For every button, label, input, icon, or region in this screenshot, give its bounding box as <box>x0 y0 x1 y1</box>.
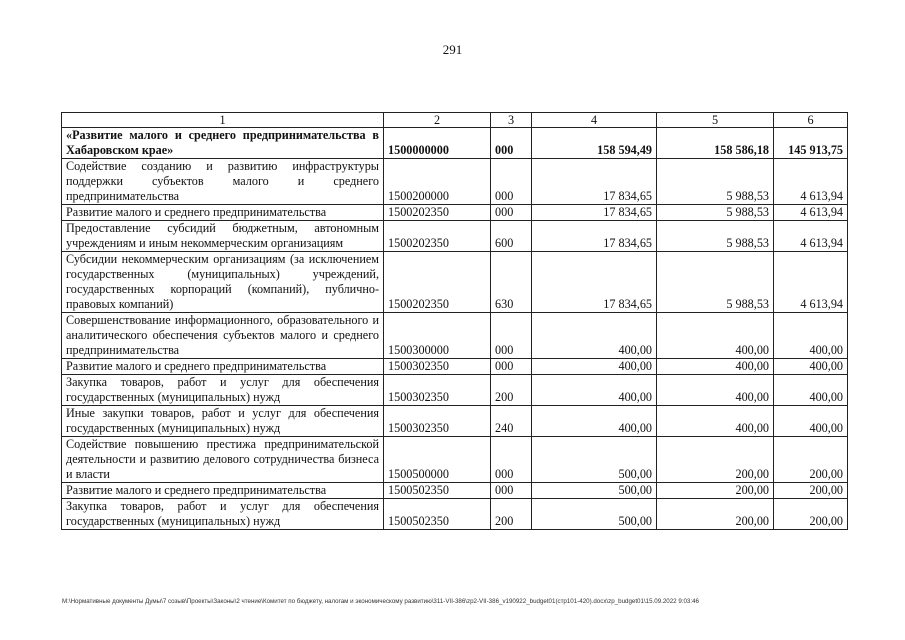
row-amount-2023-cell: 5 988,53 <box>657 252 774 313</box>
table-row <box>62 313 848 359</box>
row-amount-2024-cell: 4 613,94 <box>774 221 848 252</box>
row-amount-2024-cell: 400,00 <box>774 375 848 406</box>
row-amount-2024-cell: 200,00 <box>774 499 848 530</box>
table-row <box>62 205 848 221</box>
row-name-cell: Закупка товаров, работ и услуг для обеспечения государственных (муниципальных) нужд <box>62 375 384 406</box>
row-amount-2022-cell: 17 834,65 <box>532 221 657 252</box>
row-code-cell: 1500502350 <box>384 499 491 530</box>
row-amount-2024-cell: 200,00 <box>774 483 848 499</box>
row-amount-2022-cell: 500,00 <box>532 437 657 483</box>
row-type-cell: 000 <box>491 313 532 359</box>
row-amount-2023-cell: 400,00 <box>657 406 774 437</box>
row-amount-2023-cell: 158 586,18 <box>657 128 774 159</box>
row-amount-2023-cell: 5 988,53 <box>657 205 774 221</box>
row-name-cell: Совершенствование информационного, образовательного и аналитического обеспечения субъектов малого и среднего предпринимательства <box>62 313 384 359</box>
row-type-cell: 630 <box>491 252 532 313</box>
row-amount-2022-cell: 17 834,65 <box>532 252 657 313</box>
row-type-cell: 000 <box>491 483 532 499</box>
row-type-cell: 200 <box>491 499 532 530</box>
row-amount-2022-cell: 500,00 <box>532 499 657 530</box>
table-row <box>62 159 848 205</box>
row-amount-2023-cell: 400,00 <box>657 359 774 375</box>
row-type-cell: 200 <box>491 375 532 406</box>
row-amount-2022-cell: 17 834,65 <box>532 159 657 205</box>
row-amount-2022-cell: 400,00 <box>532 406 657 437</box>
table-row <box>62 359 848 375</box>
row-code-cell: 1500202350 <box>384 252 491 313</box>
table-row <box>62 406 848 437</box>
row-amount-2024-cell: 200,00 <box>774 437 848 483</box>
row-type-cell: 000 <box>491 359 532 375</box>
row-type-cell: 240 <box>491 406 532 437</box>
row-code-cell: 1500000000 <box>384 128 491 159</box>
row-name-cell: Развитие малого и среднего предпринимательства <box>62 205 384 221</box>
row-code-cell: 1500500000 <box>384 437 491 483</box>
row-amount-2022-cell: 158 594,49 <box>532 128 657 159</box>
row-amount-2024-cell: 4 613,94 <box>774 252 848 313</box>
row-name-cell: Содействие повышению престижа предпринимательской деятельности и развитию делового сотрудничества бизнеса и власти <box>62 437 384 483</box>
page-number: 291 <box>442 42 463 57</box>
document-path-footer: M:\Нормативные документы Думы\7 созыв\Проекты\Законы\2 чтение\Комитет по бюджету, налогам и экономическому развитию\311-VII-386\zp2-VII-386_v190922_budget01(стр101-420).docx\zp_budget01\15.09.2022 9:03:46 <box>62 598 699 605</box>
table-row <box>62 128 848 159</box>
row-name-cell: Содействие созданию и развитию инфраструктуры поддержки субъектов малого и среднего предпринимательства <box>62 159 384 205</box>
table-row <box>62 221 848 252</box>
row-type-cell: 000 <box>491 159 532 205</box>
row-amount-2023-cell: 400,00 <box>657 313 774 359</box>
row-code-cell: 1500302350 <box>384 406 491 437</box>
row-amount-2024-cell: 4 613,94 <box>774 159 848 205</box>
row-name-cell: Иные закупки товаров, работ и услуг для обеспечения государственных (муниципальных) нужд <box>62 406 384 437</box>
row-amount-2022-cell: 400,00 <box>532 375 657 406</box>
table-row <box>62 483 848 499</box>
row-code-cell: 1500502350 <box>384 483 491 499</box>
row-code-cell: 1500202350 <box>384 221 491 252</box>
row-code-cell: 1500200000 <box>384 159 491 205</box>
row-amount-2022-cell: 400,00 <box>532 359 657 375</box>
header-cell: 3 <box>491 113 532 128</box>
row-type-cell: 000 <box>491 437 532 483</box>
row-code-cell: 1500300000 <box>384 313 491 359</box>
row-amount-2022-cell: 500,00 <box>532 483 657 499</box>
row-amount-2022-cell: 17 834,65 <box>532 205 657 221</box>
row-amount-2023-cell: 5 988,53 <box>657 159 774 205</box>
row-amount-2024-cell: 400,00 <box>774 406 848 437</box>
header-cell: 6 <box>774 113 848 128</box>
row-amount-2024-cell: 4 613,94 <box>774 205 848 221</box>
row-amount-2023-cell: 400,00 <box>657 375 774 406</box>
row-amount-2023-cell: 200,00 <box>657 499 774 530</box>
header-cell: 5 <box>657 113 774 128</box>
header-cell: 2 <box>384 113 491 128</box>
row-name-cell: Развитие малого и среднего предпринимательства <box>62 359 384 375</box>
row-name-cell: Предоставление субсидий бюджетным, автономным учреждениям и иным некоммерческим организациям <box>62 221 384 252</box>
row-amount-2023-cell: 200,00 <box>657 437 774 483</box>
row-code-cell: 1500202350 <box>384 205 491 221</box>
row-amount-2022-cell: 400,00 <box>532 313 657 359</box>
header-cell: 1 <box>62 113 384 128</box>
table-row <box>62 437 848 483</box>
table-row <box>62 375 848 406</box>
row-name-cell: «Развитие малого и среднего предпринимательства в Хабаровском крае» <box>62 128 384 159</box>
row-name-cell: Развитие малого и среднего предпринимательства <box>62 483 384 499</box>
row-amount-2023-cell: 200,00 <box>657 483 774 499</box>
row-code-cell: 1500302350 <box>384 375 491 406</box>
header-cell: 4 <box>532 113 657 128</box>
row-code-cell: 1500302350 <box>384 359 491 375</box>
row-type-cell: 000 <box>491 205 532 221</box>
row-amount-2024-cell: 145 913,75 <box>774 128 848 159</box>
table-row <box>62 499 848 530</box>
row-amount-2023-cell: 5 988,53 <box>657 221 774 252</box>
table-header-row <box>62 113 848 128</box>
row-name-cell: Закупка товаров, работ и услуг для обеспечения государственных (муниципальных) нужд <box>62 499 384 530</box>
row-type-cell: 600 <box>491 221 532 252</box>
row-amount-2024-cell: 400,00 <box>774 359 848 375</box>
row-type-cell: 000 <box>491 128 532 159</box>
row-name-cell: Субсидии некоммерческим организациям (за исключением государственных (муниципальных) учреждений, государственных корпораций (компаний), публично-правовых компаний) <box>62 252 384 313</box>
row-amount-2024-cell: 400,00 <box>774 313 848 359</box>
budget-table <box>61 112 848 530</box>
table-row <box>62 252 848 313</box>
